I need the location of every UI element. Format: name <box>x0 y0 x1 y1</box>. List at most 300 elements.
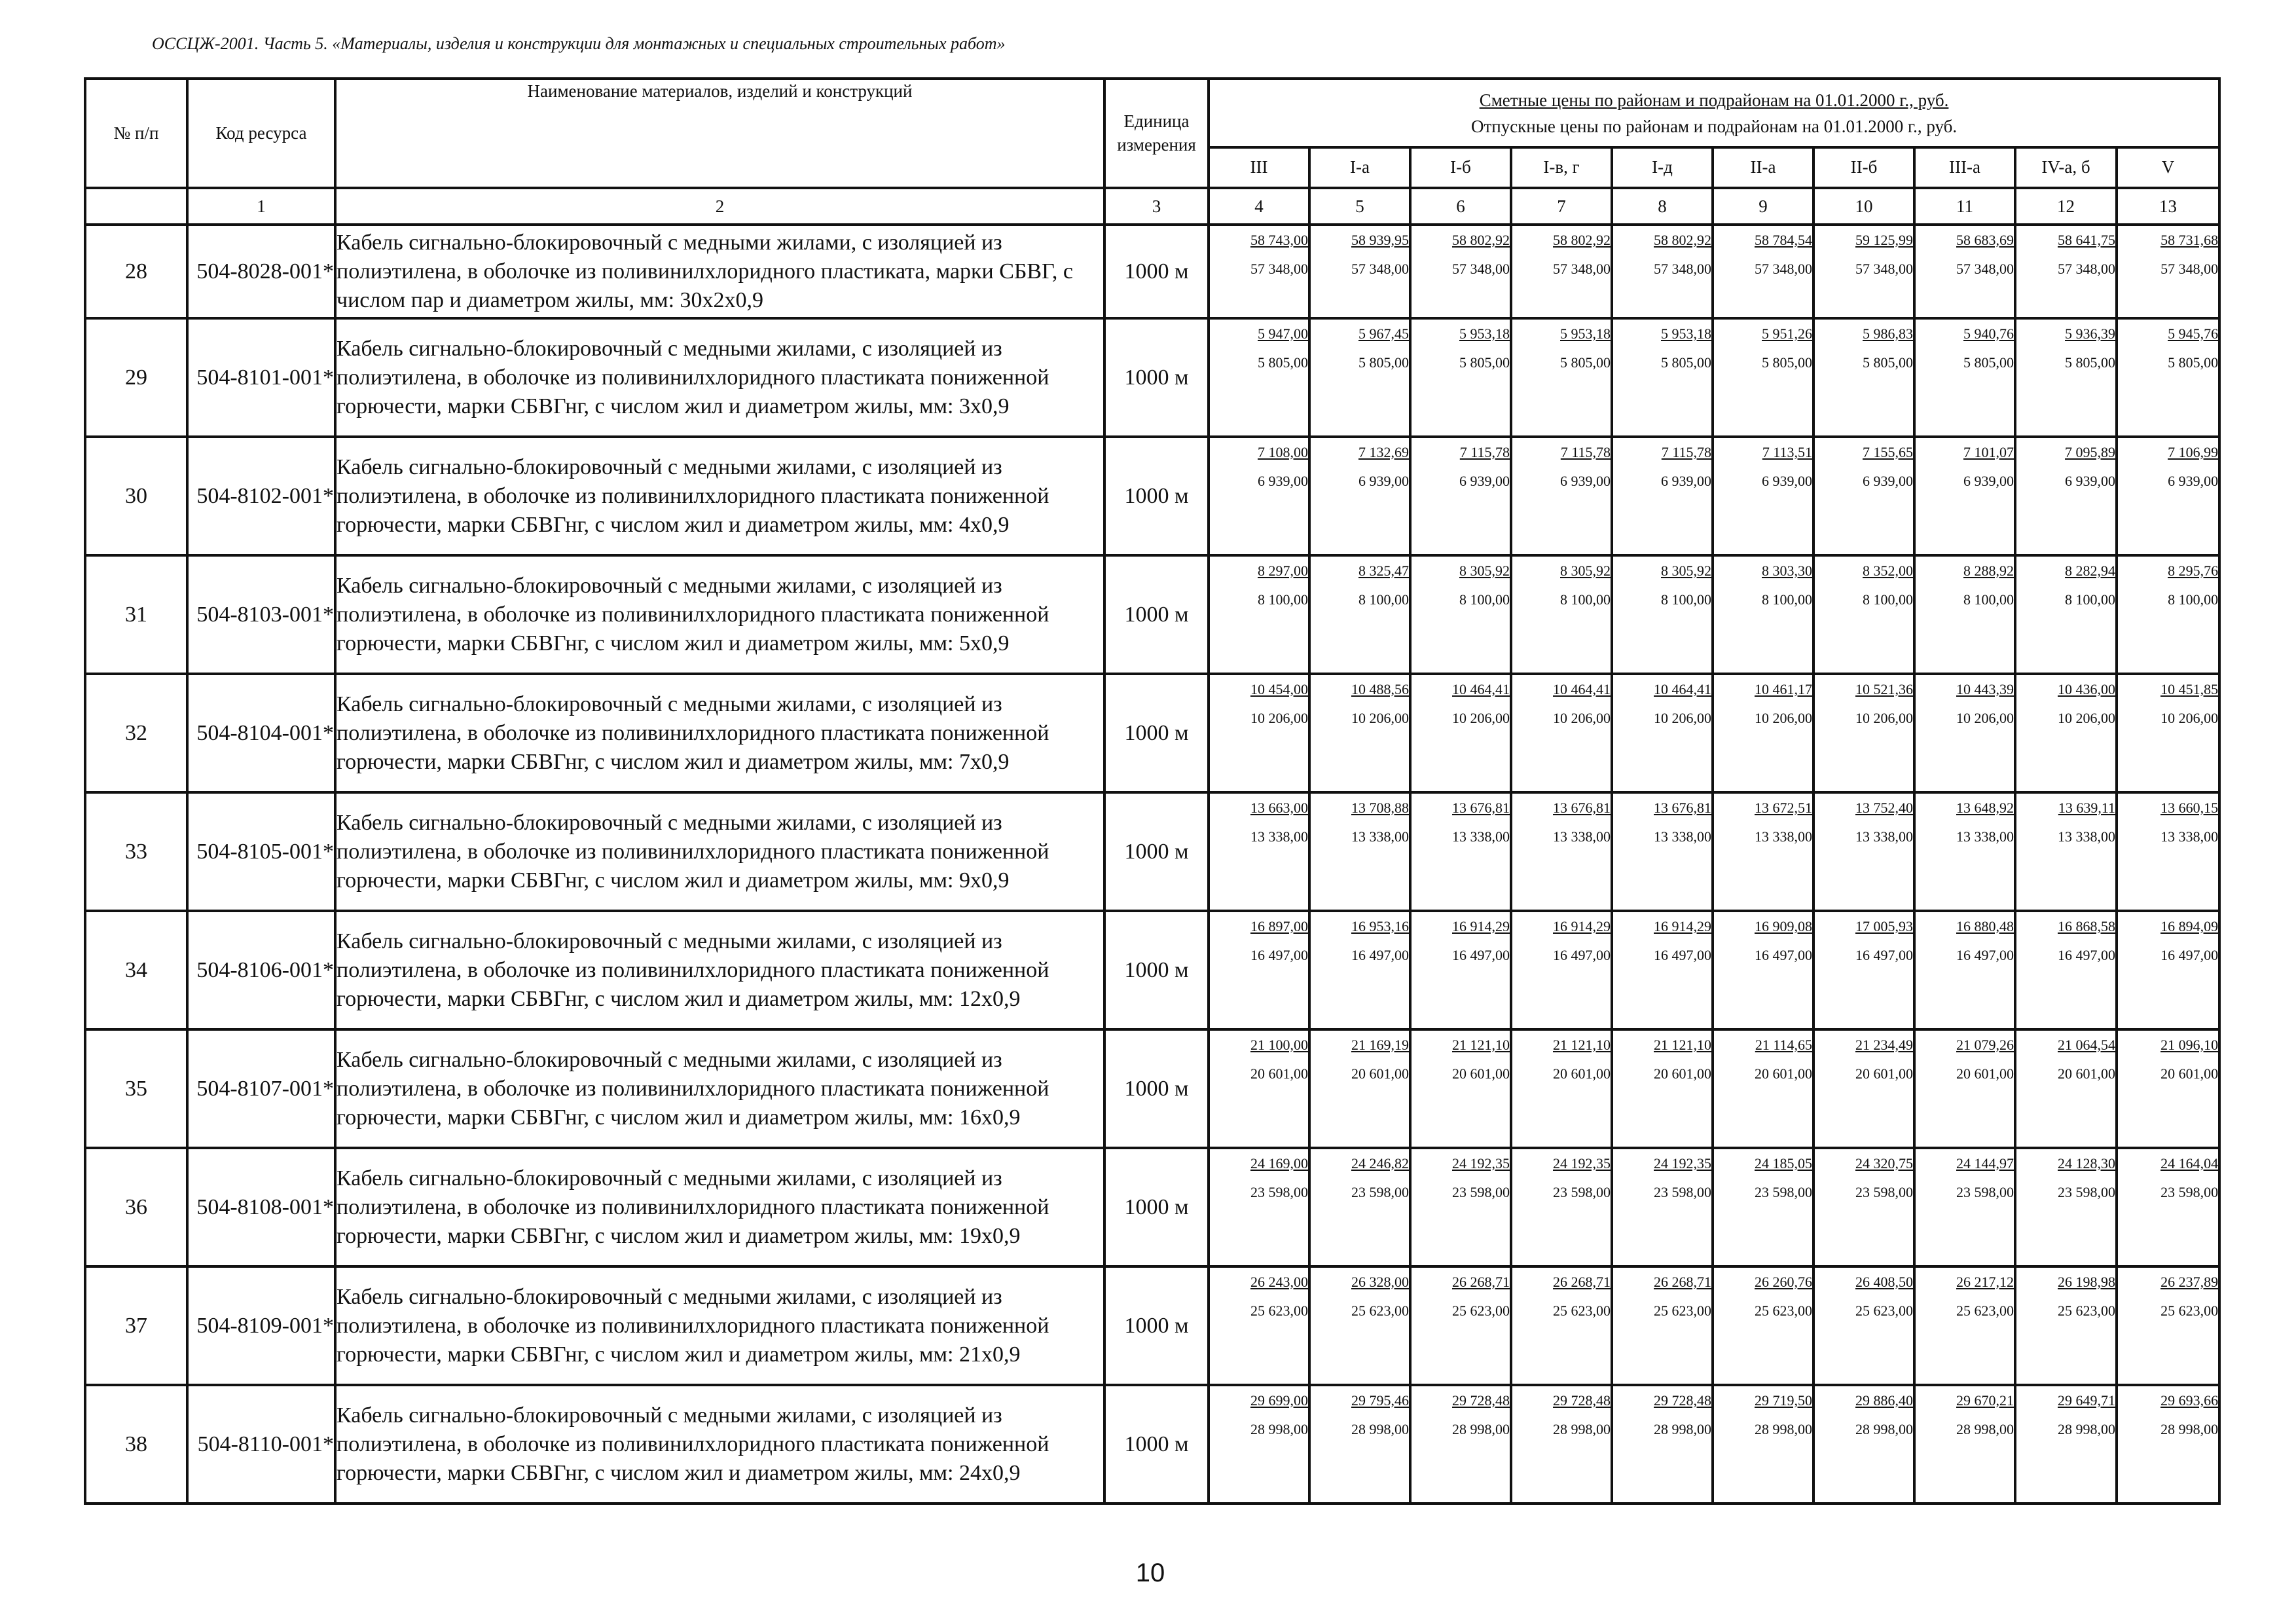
estimate-price: 10 451,85 <box>2160 681 2219 697</box>
release-price: 23 598,00 <box>1755 1184 1812 1200</box>
release-price: 23 598,00 <box>1855 1184 1913 1200</box>
resource-code: 504-8028-001* <box>187 225 335 318</box>
price-cell <box>1209 225 1309 318</box>
price-cell <box>1813 318 1914 437</box>
release-price: 6 939,00 <box>1963 473 2014 489</box>
estimate-price: 24 164,04 <box>2160 1155 2219 1172</box>
release-price: 6 939,00 <box>2065 473 2115 489</box>
release-price: 25 623,00 <box>1855 1302 1913 1319</box>
estimate-price: 29 719,50 <box>1755 1392 1812 1409</box>
release-price: 16 497,00 <box>1250 947 1308 963</box>
estimate-price: 21 121,10 <box>1452 1037 1510 1053</box>
column-number: 10 <box>1813 188 1914 225</box>
release-price: 20 601,00 <box>1755 1065 1812 1082</box>
price-cell <box>1713 555 1813 674</box>
price-cell <box>1813 555 1914 674</box>
estimate-price: 7 115,78 <box>1661 444 1711 460</box>
material-name: Кабель сигнально-блокировочный с медными жилами, с изоляцией из полиэтилена, в оболочке из поливинилхлоридного пластиката пониженной горючести, марки СБВГнг, с числом жил и диаметром жилы, мм: 4х0,9 <box>335 437 1104 555</box>
price-cell <box>2117 1385 2219 1504</box>
estimate-price: 10 464,41 <box>1654 681 1711 697</box>
price-cell <box>1612 792 1713 911</box>
price-cell <box>1713 674 1813 792</box>
estimate-price: 58 784,54 <box>1755 232 1812 248</box>
material-name: Кабель сигнально-блокировочный с медными жилами, с изоляцией из полиэтилена, в оболочке из поливинилхлоридного пластиката пониженной горючести, марки СБВГнг, с числом жил и диаметром жилы, мм: 19х0,9 <box>335 1148 1104 1266</box>
estimate-price: 24 169,00 <box>1250 1155 1308 1172</box>
price-cell <box>2117 674 2219 792</box>
price-cell <box>1914 911 2015 1029</box>
row-number: 35 <box>85 1029 187 1148</box>
price-cell <box>1511 225 1612 318</box>
material-name: Кабель сигнально-блокировочный с медными жилами, с изоляцией из полиэтилена, в оболочке из поливинилхлоридного пластиката пониженной горючести, марки СБВГнг, с числом жил и диаметром жилы, мм: 9х0,9 <box>335 792 1104 911</box>
resource-code: 504-8104-001* <box>187 674 335 792</box>
row-number: 32 <box>85 674 187 792</box>
estimate-price: 24 144,97 <box>1956 1155 2014 1172</box>
row-number: 36 <box>85 1148 187 1266</box>
estimate-price: 24 185,05 <box>1755 1155 1812 1172</box>
resource-code: 504-8106-001* <box>187 911 335 1029</box>
estimate-price: 29 670,21 <box>1956 1392 2014 1409</box>
header-region: III <box>1209 147 1309 188</box>
price-cell <box>1511 318 1612 437</box>
estimate-price: 7 095,89 <box>2065 444 2115 460</box>
price-cell <box>1209 555 1309 674</box>
header-region: I-в, г <box>1511 147 1612 188</box>
price-cell <box>1612 555 1713 674</box>
release-price: 5 805,00 <box>1560 354 1611 371</box>
price-cell <box>2117 555 2219 674</box>
row-number: 31 <box>85 555 187 674</box>
table-row <box>85 1029 2219 1148</box>
estimate-price: 29 649,71 <box>2058 1392 2115 1409</box>
table-row <box>85 437 2219 555</box>
price-cell <box>1410 1029 1511 1148</box>
estimate-price: 5 953,18 <box>1661 325 1711 342</box>
price-cell <box>1914 792 2015 911</box>
price-cell <box>2015 318 2117 437</box>
header-prices-estimate: Сметные цены по районам и подрайонам на 01.01.2000 г., руб. <box>1479 90 1949 110</box>
release-price: 13 338,00 <box>1956 828 2014 845</box>
release-price: 28 998,00 <box>1654 1421 1711 1437</box>
price-cell <box>1813 792 1914 911</box>
release-price: 8 100,00 <box>1459 591 1510 608</box>
release-price: 25 623,00 <box>1956 1302 2014 1319</box>
price-cell <box>1612 437 1713 555</box>
estimate-price: 16 868,58 <box>2058 918 2115 934</box>
release-price: 8 100,00 <box>1863 591 1913 608</box>
price-cell <box>1309 674 1410 792</box>
price-cell <box>1813 1266 1914 1385</box>
price-cell <box>1813 225 1914 318</box>
header-code: Код ресурса <box>187 79 335 188</box>
unit-of-measure: 1000 м <box>1104 792 1209 911</box>
column-number: 2 <box>335 188 1104 225</box>
release-price: 10 206,00 <box>2160 710 2219 726</box>
resource-code: 504-8101-001* <box>187 318 335 437</box>
estimate-price: 8 352,00 <box>1863 563 1913 579</box>
price-cell <box>1410 225 1511 318</box>
column-number: 11 <box>1914 188 2015 225</box>
price-cell <box>2117 1148 2219 1266</box>
table-row <box>85 318 2219 437</box>
row-number: 37 <box>85 1266 187 1385</box>
release-price: 10 206,00 <box>1654 710 1711 726</box>
price-cell <box>1309 1385 1410 1504</box>
price-cell <box>1309 555 1410 674</box>
release-price: 25 623,00 <box>1553 1302 1611 1319</box>
estimate-price: 21 234,49 <box>1855 1037 1913 1053</box>
header-np: № п/п <box>85 79 187 188</box>
header-region: II-б <box>1813 147 1914 188</box>
release-price: 28 998,00 <box>1755 1421 1812 1437</box>
estimate-price: 29 699,00 <box>1250 1392 1308 1409</box>
release-price: 5 805,00 <box>2065 354 2115 371</box>
price-cell <box>1309 792 1410 911</box>
estimate-price: 10 521,36 <box>1855 681 1913 697</box>
release-price: 6 939,00 <box>1661 473 1711 489</box>
price-cell <box>1713 792 1813 911</box>
estimate-price: 10 464,41 <box>1452 681 1510 697</box>
price-cell <box>1209 1266 1309 1385</box>
release-price: 28 998,00 <box>2160 1421 2219 1437</box>
estimate-price: 24 192,35 <box>1654 1155 1711 1172</box>
release-price: 25 623,00 <box>1351 1302 1409 1319</box>
release-price: 23 598,00 <box>2160 1184 2219 1200</box>
estimate-price: 13 660,15 <box>2160 800 2219 816</box>
row-number: 30 <box>85 437 187 555</box>
price-cell <box>2015 1148 2117 1266</box>
material-name: Кабель сигнально-блокировочный с медными жилами, с изоляцией из полиэтилена, в оболочке из поливинилхлоридного пластиката пониженной горючести, марки СБВГнг, с числом жил и диаметром жилы, мм: 16х0,9 <box>335 1029 1104 1148</box>
price-cell <box>1914 437 2015 555</box>
estimate-price: 13 708,88 <box>1351 800 1409 816</box>
price-cell <box>1309 1148 1410 1266</box>
estimate-price: 5 967,45 <box>1358 325 1409 342</box>
estimate-price: 21 121,10 <box>1654 1037 1711 1053</box>
estimate-price: 8 305,92 <box>1661 563 1711 579</box>
release-price: 13 338,00 <box>1351 828 1409 845</box>
release-price: 8 100,00 <box>1762 591 1812 608</box>
release-price: 57 348,00 <box>2160 261 2219 277</box>
release-price: 25 623,00 <box>1755 1302 1812 1319</box>
price-cell <box>2015 1385 2117 1504</box>
price-cell <box>1914 555 2015 674</box>
price-cell <box>1511 792 1612 911</box>
release-price: 23 598,00 <box>1351 1184 1409 1200</box>
column-number: 13 <box>2117 188 2219 225</box>
estimate-price: 13 672,51 <box>1755 800 1812 816</box>
release-price: 5 805,00 <box>1762 354 1812 371</box>
material-name: Кабель сигнально-блокировочный с медными жилами, с изоляцией из полиэтилена, в оболочке из поливинилхлоридного пластиката пониженной горючести, марки СБВГнг, с числом жил и диаметром жилы, мм: 5х0,9 <box>335 555 1104 674</box>
estimate-price: 29 886,40 <box>1855 1392 1913 1409</box>
release-price: 10 206,00 <box>1351 710 1409 726</box>
estimate-price: 26 408,50 <box>1855 1274 1913 1290</box>
release-price: 5 805,00 <box>1963 354 2014 371</box>
release-price: 25 623,00 <box>2058 1302 2115 1319</box>
release-price: 20 601,00 <box>1553 1065 1611 1082</box>
resource-code: 504-8108-001* <box>187 1148 335 1266</box>
release-price: 57 348,00 <box>1755 261 1812 277</box>
release-price: 28 998,00 <box>1956 1421 2014 1437</box>
price-cell <box>1914 674 2015 792</box>
price-cell <box>2117 1266 2219 1385</box>
estimate-price: 58 743,00 <box>1250 232 1308 248</box>
release-price: 28 998,00 <box>1351 1421 1409 1437</box>
release-price: 20 601,00 <box>1855 1065 1913 1082</box>
estimate-price: 26 243,00 <box>1250 1274 1308 1290</box>
table-row <box>85 225 2219 318</box>
table-row <box>85 911 2219 1029</box>
release-price: 8 100,00 <box>1560 591 1611 608</box>
price-cell <box>1914 1148 2015 1266</box>
estimate-price: 8 325,47 <box>1358 563 1409 579</box>
release-price: 57 348,00 <box>1553 261 1611 277</box>
price-cell <box>1914 225 2015 318</box>
release-price: 28 998,00 <box>1452 1421 1510 1437</box>
estimate-price: 59 125,99 <box>1855 232 1913 248</box>
price-cell <box>1309 911 1410 1029</box>
release-price: 23 598,00 <box>1654 1184 1711 1200</box>
estimate-price: 21 169,19 <box>1351 1037 1409 1053</box>
unit-of-measure: 1000 м <box>1104 1266 1209 1385</box>
column-number: 6 <box>1410 188 1511 225</box>
release-price: 16 497,00 <box>1654 947 1711 963</box>
estimate-price: 7 101,07 <box>1963 444 2014 460</box>
release-price: 57 348,00 <box>1654 261 1711 277</box>
release-price: 20 601,00 <box>2058 1065 2115 1082</box>
estimate-price: 26 237,89 <box>2160 1274 2219 1290</box>
header-region: I-б <box>1410 147 1511 188</box>
estimate-price: 29 693,66 <box>2160 1392 2219 1409</box>
release-price: 28 998,00 <box>1553 1421 1611 1437</box>
material-name: Кабель сигнально-блокировочный с медными жилами, с изоляцией из полиэтилена, в оболочке из поливинилхлоридного пластиката пониженной горючести, марки СБВГнг, с числом жил и диаметром жилы, мм: 24х0,9 <box>335 1385 1104 1504</box>
header-region: V <box>2117 147 2219 188</box>
release-price: 23 598,00 <box>1452 1184 1510 1200</box>
unit-of-measure: 1000 м <box>1104 318 1209 437</box>
material-name: Кабель сигнально-блокировочный с медными жилами, с изоляцией из полиэтилена, в оболочке из поливинилхлоридного пластиката пониженной горючести, марки СБВГнг, с числом жил и диаметром жилы, мм: 21х0,9 <box>335 1266 1104 1385</box>
estimate-price: 8 303,30 <box>1762 563 1812 579</box>
release-price: 23 598,00 <box>1553 1184 1611 1200</box>
estimate-price: 13 676,81 <box>1553 800 1611 816</box>
release-price: 5 805,00 <box>1358 354 1409 371</box>
release-price: 25 623,00 <box>2160 1302 2219 1319</box>
unit-of-measure: 1000 м <box>1104 225 1209 318</box>
price-cell <box>2015 225 2117 318</box>
release-price: 10 206,00 <box>1755 710 1812 726</box>
release-price: 16 497,00 <box>2058 947 2115 963</box>
release-price: 8 100,00 <box>1358 591 1409 608</box>
price-cell <box>1813 1029 1914 1148</box>
column-number: 8 <box>1612 188 1713 225</box>
unit-of-measure: 1000 м <box>1104 1148 1209 1266</box>
price-cell <box>1713 911 1813 1029</box>
price-cell <box>1410 792 1511 911</box>
price-cell <box>1713 1029 1813 1148</box>
estimate-price: 26 328,00 <box>1351 1274 1409 1290</box>
price-cell <box>1713 1266 1813 1385</box>
estimate-price: 29 728,48 <box>1452 1392 1510 1409</box>
estimate-price: 8 282,94 <box>2065 563 2115 579</box>
estimate-price: 58 683,69 <box>1956 232 2014 248</box>
estimate-price: 21 079,26 <box>1956 1037 2014 1053</box>
release-price: 20 601,00 <box>2160 1065 2219 1082</box>
release-price: 13 338,00 <box>1553 828 1611 845</box>
price-cell <box>1410 1385 1511 1504</box>
header-region: IV-а, б <box>2015 147 2117 188</box>
column-number: 1 <box>187 188 335 225</box>
price-cell <box>2015 911 2117 1029</box>
price-cell <box>1410 437 1511 555</box>
estimate-price: 8 297,00 <box>1258 563 1308 579</box>
estimate-price: 17 005,93 <box>1855 918 1913 934</box>
release-price: 57 348,00 <box>1452 261 1510 277</box>
release-price: 16 497,00 <box>1855 947 1913 963</box>
price-cell <box>1209 1029 1309 1148</box>
release-price: 23 598,00 <box>1956 1184 2014 1200</box>
price-cell <box>1511 674 1612 792</box>
unit-of-measure: 1000 м <box>1104 674 1209 792</box>
header-prices <box>1209 79 2219 147</box>
estimate-price: 58 802,92 <box>1452 232 1510 248</box>
row-number: 28 <box>85 225 187 318</box>
price-cell <box>2117 437 2219 555</box>
release-price: 10 206,00 <box>1452 710 1510 726</box>
estimate-price: 24 192,35 <box>1452 1155 1510 1172</box>
estimate-price: 5 986,83 <box>1863 325 1913 342</box>
release-price: 8 100,00 <box>2168 591 2219 608</box>
release-price: 16 497,00 <box>2160 947 2219 963</box>
column-number: 7 <box>1511 188 1612 225</box>
release-price: 20 601,00 <box>1956 1065 2014 1082</box>
estimate-price: 24 246,82 <box>1351 1155 1409 1172</box>
price-cell <box>1813 1385 1914 1504</box>
release-price: 16 497,00 <box>1351 947 1409 963</box>
material-name: Кабель сигнально-блокировочный с медными жилами, с изоляцией из полиэтилена, в оболочке из поливинилхлоридного пластиката пониженной горючести, марки СБВГнг, с числом жил и диаметром жилы, мм: 12х0,9 <box>335 911 1104 1029</box>
estimate-price: 13 648,92 <box>1956 800 2014 816</box>
estimate-price: 5 951,26 <box>1762 325 1812 342</box>
header-region: III-а <box>1914 147 2015 188</box>
estimate-price: 5 945,76 <box>2168 325 2219 342</box>
header-region: II-а <box>1713 147 1813 188</box>
release-price: 6 939,00 <box>2168 473 2219 489</box>
header-unit: Единица измерения <box>1104 79 1209 188</box>
price-cell <box>2015 792 2117 911</box>
estimate-price: 8 305,92 <box>1459 563 1510 579</box>
price-cell <box>1612 674 1713 792</box>
column-number: 4 <box>1209 188 1309 225</box>
estimate-price: 16 914,29 <box>1553 918 1611 934</box>
header-region: I-а <box>1309 147 1410 188</box>
estimate-price: 5 953,18 <box>1459 325 1510 342</box>
price-cell <box>1612 1385 1713 1504</box>
price-cell <box>1914 1385 2015 1504</box>
release-price: 13 338,00 <box>2160 828 2219 845</box>
price-cell <box>1511 555 1612 674</box>
estimate-price: 24 320,75 <box>1855 1155 1913 1172</box>
price-cell <box>1813 1148 1914 1266</box>
release-price: 25 623,00 <box>1452 1302 1510 1319</box>
estimate-price: 26 268,71 <box>1654 1274 1711 1290</box>
release-price: 20 601,00 <box>1351 1065 1409 1082</box>
estimate-price: 58 731,68 <box>2160 232 2219 248</box>
price-cell <box>2117 792 2219 911</box>
estimate-price: 58 641,75 <box>2058 232 2115 248</box>
unit-of-measure: 1000 м <box>1104 437 1209 555</box>
estimate-price: 29 728,48 <box>1654 1392 1711 1409</box>
estimate-price: 58 802,92 <box>1654 232 1711 248</box>
table-row <box>85 1266 2219 1385</box>
release-price: 28 998,00 <box>1855 1421 1913 1437</box>
release-price: 57 348,00 <box>1250 261 1308 277</box>
header-region: I-д <box>1612 147 1713 188</box>
price-cell <box>2015 1266 2117 1385</box>
release-price: 6 939,00 <box>1258 473 1308 489</box>
estimate-price: 7 106,99 <box>2168 444 2219 460</box>
price-cell <box>1410 555 1511 674</box>
estimate-price: 21 100,00 <box>1250 1037 1308 1053</box>
release-price: 16 497,00 <box>1553 947 1611 963</box>
estimate-price: 8 295,76 <box>2168 563 2219 579</box>
price-cell <box>1410 318 1511 437</box>
resource-code: 504-8109-001* <box>187 1266 335 1385</box>
price-cell <box>1209 318 1309 437</box>
estimate-price: 16 953,16 <box>1351 918 1409 934</box>
estimate-price: 5 953,18 <box>1560 325 1611 342</box>
estimate-price: 26 268,71 <box>1452 1274 1510 1290</box>
estimate-price: 26 260,76 <box>1755 1274 1812 1290</box>
price-cell <box>1612 1266 1713 1385</box>
estimate-price: 13 663,00 <box>1250 800 1308 816</box>
price-cell <box>2015 1029 2117 1148</box>
release-price: 57 348,00 <box>1956 261 2014 277</box>
price-cell <box>1309 225 1410 318</box>
header-prices-release: Отпускные цены по районам и подрайонам на 01.01.2000 г., руб. <box>1470 116 1958 136</box>
release-price: 13 338,00 <box>1654 828 1711 845</box>
estimate-price: 13 676,81 <box>1654 800 1711 816</box>
estimate-price: 13 639,11 <box>2058 800 2115 816</box>
price-cell <box>1209 1148 1309 1266</box>
price-cell <box>2015 674 2117 792</box>
estimate-price: 21 121,10 <box>1553 1037 1611 1053</box>
estimate-price: 21 096,10 <box>2160 1037 2219 1053</box>
resource-code: 504-8102-001* <box>187 437 335 555</box>
release-price: 10 206,00 <box>1855 710 1913 726</box>
price-cell <box>1511 1385 1612 1504</box>
estimate-price: 13 752,40 <box>1855 800 1913 816</box>
price-cell <box>1209 792 1309 911</box>
column-number: 5 <box>1309 188 1410 225</box>
price-cell <box>1410 911 1511 1029</box>
estimate-price: 29 795,46 <box>1351 1392 1409 1409</box>
price-cell <box>1309 437 1410 555</box>
price-cell <box>1309 1029 1410 1148</box>
release-price: 20 601,00 <box>1452 1065 1510 1082</box>
release-price: 10 206,00 <box>1956 710 2014 726</box>
estimate-price: 16 914,29 <box>1654 918 1711 934</box>
release-price: 6 939,00 <box>1459 473 1510 489</box>
release-price: 25 623,00 <box>1250 1302 1308 1319</box>
release-price: 28 998,00 <box>2058 1421 2115 1437</box>
estimate-price: 7 113,51 <box>1762 444 1812 460</box>
release-price: 5 805,00 <box>1258 354 1308 371</box>
resource-code: 504-8107-001* <box>187 1029 335 1148</box>
row-number: 34 <box>85 911 187 1029</box>
material-name: Кабель сигнально-блокировочный с медными жилами, с изоляцией из полиэтилена, в оболочке из поливинилхлоридного пластиката пониженной горючести, марки СБВГнг, с числом жил и диаметром жилы, мм: 7х0,9 <box>335 674 1104 792</box>
release-price: 10 206,00 <box>2058 710 2115 726</box>
price-cell <box>1713 1385 1813 1504</box>
unit-of-measure: 1000 м <box>1104 1385 1209 1504</box>
price-cell <box>2117 225 2219 318</box>
release-price: 16 497,00 <box>1452 947 1510 963</box>
estimate-price: 7 155,65 <box>1863 444 1913 460</box>
